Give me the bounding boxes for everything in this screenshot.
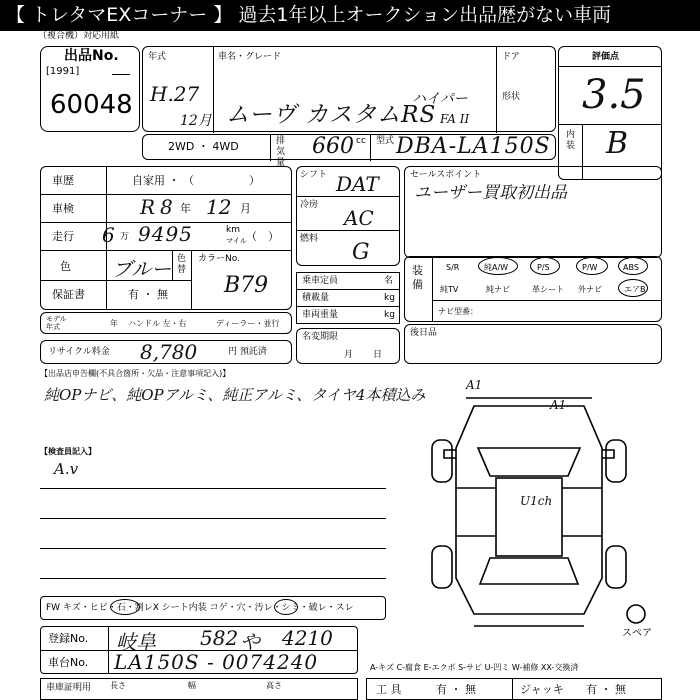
hosho-label: 保証書 <box>52 288 85 301</box>
lot-label: 出品No. <box>64 48 119 64</box>
reg-kana: や <box>240 630 260 654</box>
ruled-line <box>40 548 386 549</box>
sales-point-label: セールスポイント <box>410 170 482 180</box>
shomeisho-col2: 幅 <box>188 681 196 690</box>
score-label: 評価点 <box>592 52 620 62</box>
shareki-label: 車歴 <box>52 174 74 187</box>
reg-num: 582 <box>200 626 239 650</box>
ruled-line <box>40 488 386 489</box>
tools-options: 有 ・ 無 <box>436 683 476 696</box>
handle-options: ハンドル 左・右 <box>128 319 187 328</box>
nenshiki-label: 年式 <box>148 52 167 62</box>
drive-label: 2WD ・ 4WD <box>168 140 239 153</box>
top-banner: 【 トレタマEXコーナー 】 過去1年以上オークション出品歴がない車両 <box>0 0 700 31</box>
naisou-label: 内装 <box>566 130 576 151</box>
kojitsu-box <box>404 324 662 364</box>
shaken-month: 12 <box>206 195 232 219</box>
displacement-label: 排気量 <box>276 136 286 168</box>
score-value: 3.5 <box>582 72 646 118</box>
shomeisho-col3: 高さ <box>266 681 282 690</box>
irogae-label: 色替 <box>177 254 187 275</box>
teiin-unit: 名 <box>384 276 394 286</box>
kojitsu-label: 後日品 <box>410 328 438 338</box>
soukou-label: 走行 <box>52 230 74 243</box>
iro-value: ブルー <box>112 257 172 281</box>
soukou-unit-mile: マイル <box>226 237 247 245</box>
lot-number: 60048 <box>50 90 133 120</box>
sales-point-value: ユーザー買取初出品 <box>414 183 567 203</box>
recycle-value: 8,780 <box>140 340 198 364</box>
naisou-grade: B <box>606 126 629 161</box>
shaken-year: 8 <box>160 195 173 219</box>
model-year-label2: 年式 <box>46 323 60 331</box>
divider <box>432 257 433 321</box>
model-sub: ハイパー <box>412 91 468 107</box>
shift-value: DAT <box>336 172 379 196</box>
nenshiki-month: 12月 <box>180 113 212 129</box>
jack-options: 有 ・ 無 <box>586 683 626 696</box>
sharyo-unit: kg <box>384 310 395 320</box>
divider <box>559 124 662 125</box>
model-year-label1: モデル <box>46 315 67 323</box>
divider <box>370 135 371 161</box>
soukou-man: 6 <box>102 223 115 247</box>
displacement-value: 660 <box>312 134 354 159</box>
equip-abs: ABS <box>623 263 639 272</box>
soukou-paren: （ ） <box>246 230 279 243</box>
divider <box>172 251 173 280</box>
shaken-label: 車検 <box>52 202 74 215</box>
lot-year-tag: [1991] <box>46 66 80 77</box>
divider <box>512 679 513 700</box>
equip-tv: 純TV <box>440 285 459 294</box>
reg-no: 4210 <box>282 626 333 650</box>
divider <box>270 135 271 161</box>
model-year-unit: 年 <box>110 319 118 328</box>
divider <box>213 47 214 133</box>
katashiki-label: 型式 <box>376 136 395 146</box>
model-label: 車名・グレード <box>218 52 282 62</box>
color-no-label: カラーNo. <box>198 254 240 264</box>
reg-label: 登録No. <box>48 632 89 645</box>
equip-sr: S/R <box>446 263 460 272</box>
reibo-value: AC <box>344 206 374 230</box>
divider <box>191 251 192 310</box>
sekisai-unit: kg <box>384 293 395 303</box>
ruled-line <box>40 578 386 579</box>
shareki-options: 自家用 ・ （ ） <box>132 174 260 187</box>
spare-label: スペア <box>622 628 652 639</box>
shinkoku-value: 純OPナビ、純OPアルミ、純正アルミ、タイヤ4本積込み <box>44 386 426 404</box>
divider <box>41 250 292 251</box>
tools-label: 工 具 <box>376 683 402 696</box>
divider <box>297 306 400 307</box>
header-note: （複合機）対応用紙 <box>38 31 120 41</box>
soukou-value: 9495 <box>138 222 193 246</box>
reibo-label: 冷房 <box>300 200 319 210</box>
divider <box>433 300 662 301</box>
nenryo-label: 燃料 <box>300 234 319 244</box>
recycle-unit: 円 預託済 <box>228 347 267 357</box>
ruled-line <box>40 518 386 519</box>
shaken-era: R <box>140 195 156 219</box>
teiin-label: 乗車定員 <box>302 276 339 286</box>
meihen-label: 名変期限 <box>302 332 339 342</box>
diagram-note-front2: A1 <box>550 398 567 412</box>
navi-model-label: ナビ型番： <box>438 307 478 316</box>
chassis-label: 車台No. <box>48 656 89 669</box>
dealer-options: ディーラー・並行 <box>216 319 280 328</box>
recycle-label: リサイクル料金 <box>48 347 110 357</box>
defect-circle <box>274 599 298 615</box>
displacement-unit: cc <box>356 136 366 146</box>
shaken-unit-m: 月 <box>240 202 251 215</box>
soukou-unit-man: 万 <box>120 232 130 242</box>
hosho-options: 有 ・ 無 <box>128 288 168 301</box>
divider <box>496 47 497 133</box>
model-name: ムーヴ カスタムRS <box>226 102 437 128</box>
divider <box>297 230 400 231</box>
defect-circle <box>110 599 140 615</box>
reg-place: 岐阜 <box>116 630 156 654</box>
jack-label: ジャッキ <box>520 683 564 696</box>
sharyo-label: 車両重量 <box>302 310 339 320</box>
kensa-label: 【検査員記入】 <box>40 447 96 456</box>
shape-label: 形状 <box>502 92 521 102</box>
nenshiki-era: H.27 <box>150 82 200 106</box>
kensa-value: A.v <box>54 460 79 478</box>
color-no-value: B79 <box>224 273 269 298</box>
equip-airbag: エアB <box>624 285 646 294</box>
shinkoku-label: 【出品店申告欄(不具合箇所・欠品・注意事項記入)】 <box>40 369 231 378</box>
chassis-value: LA150S - 0074240 <box>114 650 319 674</box>
equip-ps: P/S <box>537 263 550 272</box>
defect-line: FW キズ・ヒビ・石・割レX シート内装 コゲ・穴・汚レ・シミ・破レ・スレ <box>46 603 354 613</box>
divider <box>297 196 400 197</box>
divider <box>559 66 662 67</box>
equip-navi: 純ナビ <box>486 285 510 294</box>
equip-pw: P/W <box>582 263 598 272</box>
model-grade: FA II <box>440 112 470 126</box>
shomeisho-col1: 長さ <box>110 681 126 690</box>
equip-aw: 純A/W <box>484 263 509 272</box>
lot-dash <box>112 74 130 75</box>
damage-legend: A-キズ C-腐食 E-エクボ S-サビ U-凹ミ W-補修 XX-交換済 <box>370 663 579 672</box>
divider <box>297 289 400 290</box>
shaken-unit-y: 年 <box>180 202 191 215</box>
shomeisho-label: 車庫証明用 <box>46 683 92 693</box>
equipment-label: 装備 <box>412 264 423 291</box>
sekisai-label: 積載量 <box>302 293 330 303</box>
equip-outer-navi: 外ナビ <box>578 285 602 294</box>
equip-leather: 革シート <box>532 285 564 294</box>
door-label: ドア <box>502 52 520 62</box>
divider <box>108 627 109 674</box>
diagram-note-center: U1ch <box>520 494 553 508</box>
iro-label: 色 <box>60 260 71 273</box>
meihen-unit: 月日 <box>344 350 403 360</box>
soukou-unit-km: km <box>226 225 240 235</box>
shift-label: シフト <box>300 170 328 180</box>
katashiki-value: DBA-LA150S <box>396 134 551 159</box>
nenryo-value: G <box>352 240 370 265</box>
diagram-note-front: A1 <box>466 378 483 392</box>
